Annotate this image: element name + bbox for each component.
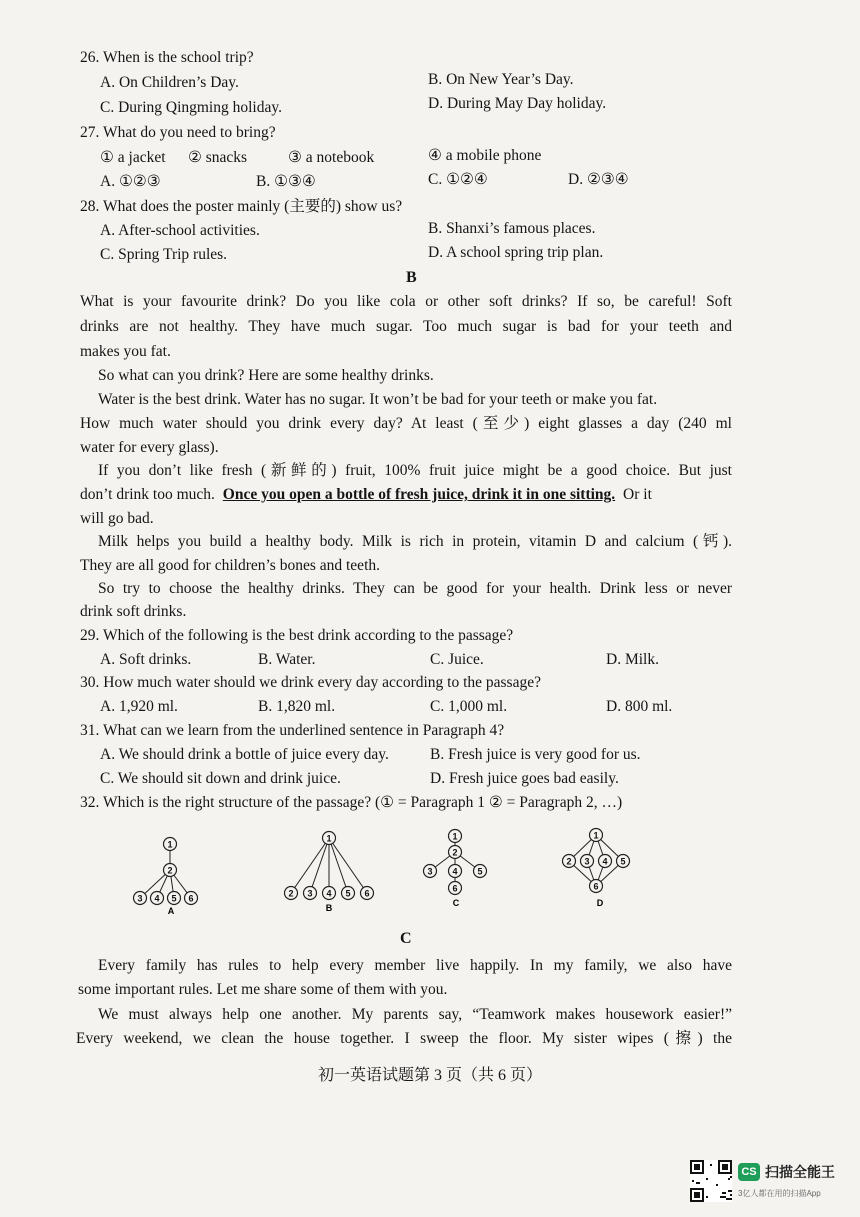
q29-option-d: D. Milk. [606, 651, 659, 668]
svg-text:4: 4 [452, 866, 458, 877]
diagram-connector [329, 838, 348, 893]
q31-option-b: B. Fresh juice is very good for us. [430, 746, 641, 763]
q29-stem: 29. Which of the following is the best drink according to the passage? [80, 627, 514, 644]
svg-text:4: 4 [154, 893, 160, 904]
q26-option-d: D. During May Day holiday. [428, 95, 607, 112]
svg-text:6: 6 [593, 881, 599, 892]
q32-stem: 32. Which is the right structure of the passage? (① = Paragraph 1 ② = Paragraph 2, …) [80, 794, 623, 811]
svg-text:6: 6 [364, 888, 370, 899]
q31-option-a: A. We should drink a bottle of juice every day. [100, 746, 389, 763]
passage-b-line: So try to choose the healthy drinks. They can be good for your health. Drink less or never [98, 580, 732, 597]
diagram-label-B: B [325, 903, 333, 913]
svg-text:4: 4 [326, 888, 332, 899]
paragraph-node-6 [449, 882, 462, 895]
passage-b-text: don’t drink too much. [80, 486, 215, 503]
q26-option-a: A. On Children’s Day. [100, 74, 239, 91]
scanner-app-name: 扫描全能王 [765, 1164, 835, 1180]
passage-b-line: makes you fat. [80, 343, 171, 360]
passage-b-line: drinks are not healthy. They have much sugar. Too much sugar is bad for your teeth and [80, 318, 732, 335]
paragraph-node-5 [342, 887, 355, 900]
svg-text:1: 1 [167, 839, 173, 850]
underlined-sentence: Once you open a bottle of fresh juice, drink it in one sitting. [222, 486, 616, 503]
paragraph-node-4 [449, 865, 462, 878]
q30-stem: 30. How much water should we drink every day according to the passage? [80, 674, 541, 691]
paragraph-node-6 [361, 887, 374, 900]
q29-option-a: A. Soft drinks. [100, 651, 192, 668]
svg-text:3: 3 [137, 893, 143, 904]
diagram-connector [310, 838, 329, 893]
paragraph-node-5 [617, 855, 630, 868]
passage-b-line: will go bad. [80, 510, 154, 527]
q27-item-2: ② snacks [188, 149, 248, 166]
q28-option-b: B. Shanxi’s famous places. [428, 220, 596, 237]
passage-c-line: We must always help one another. My parents say, “Teamwork makes housework easier!” [98, 1006, 732, 1023]
q31-option-d: D. Fresh juice goes bad easily. [430, 770, 619, 787]
q28-option-c: C. Spring Trip rules. [100, 246, 228, 263]
paragraph-node-1 [590, 829, 603, 842]
paragraph-node-1 [323, 832, 336, 845]
q27-option-c: C. ①②④ [428, 171, 488, 188]
passage-c-line: some important rules. Let me share some of them with you. [78, 981, 448, 998]
svg-text:5: 5 [477, 866, 483, 877]
paragraph-node-3 [134, 892, 147, 905]
passage-b-line: Water is the best drink. Water has no sugar. It won’t be bad for your teeth or make you fat. [98, 391, 658, 408]
svg-text:2: 2 [566, 856, 572, 867]
svg-text:5: 5 [620, 856, 626, 867]
diagram-label-D: D [596, 898, 604, 908]
q27-stem: 27. What do you need to bring? [80, 124, 276, 141]
page-footer: 初一英语试题第 3 页（共 6 页） [317, 1067, 542, 1084]
passage-b-line: water for every glass). [80, 439, 219, 456]
q27-item-4: ④ a mobile phone [428, 147, 542, 164]
passage-b-line: What is your favourite drink? Do you like cola or other soft drinks? If so, be careful! Soft [80, 293, 732, 310]
diagram-label-C: C [452, 898, 460, 908]
q27-option-b: B. ①③④ [256, 173, 316, 190]
paragraph-node-2 [164, 864, 177, 877]
paragraph-node-2 [563, 855, 576, 868]
paragraph-node-5 [168, 892, 181, 905]
diagram-connector [291, 838, 329, 893]
camscanner-logo-icon: CS [738, 1163, 760, 1181]
paragraph-node-4 [599, 855, 612, 868]
q27-option-d: D. ②③④ [568, 171, 629, 188]
svg-text:1: 1 [452, 831, 458, 842]
passage-c-line: Every family has rules to help every member live happily. In my family, we also have [98, 957, 732, 974]
q31-stem: 31. What can we learn from the underlined sentence in Paragraph 4? [80, 722, 505, 739]
paragraph-node-1 [449, 830, 462, 843]
qr-code-icon [690, 1160, 732, 1202]
paragraph-node-6 [185, 892, 198, 905]
paragraph-node-3 [581, 855, 594, 868]
q30-option-d: D. 800 ml. [606, 698, 673, 715]
q26-stem: 26. When is the school trip? [80, 49, 254, 66]
q26-option-c: C. During Qingming holiday. [100, 99, 282, 116]
diagram-connector [329, 838, 367, 893]
paragraph-node-2 [285, 887, 298, 900]
passage-b-line: drink soft drinks. [80, 603, 187, 620]
passage-b-line: So what can you drink? Here are some healthy drinks. [98, 367, 434, 384]
svg-text:1: 1 [326, 833, 332, 844]
paragraph-node-1 [164, 838, 177, 851]
svg-text:3: 3 [307, 888, 313, 899]
svg-text:5: 5 [345, 888, 351, 899]
q30-option-b: B. 1,820 ml. [258, 698, 336, 715]
svg-text:3: 3 [584, 856, 590, 867]
q28-option-d: D. A school spring trip plan. [428, 244, 604, 261]
paragraph-node-3 [424, 865, 437, 878]
q30-option-c: C. 1,000 ml. [430, 698, 508, 715]
svg-text:6: 6 [188, 893, 194, 904]
q27-item-1: ① a jacket [100, 149, 166, 166]
svg-text:6: 6 [452, 883, 458, 894]
passage-c-line: Every weekend, we clean the house together. I sweep the floor. My sister wipes (擦) the [76, 1030, 732, 1047]
diagram-label-A: A [167, 906, 175, 916]
svg-text:4: 4 [602, 856, 608, 867]
q31-option-c: C. We should sit down and drink juice. [100, 770, 341, 787]
paragraph-node-4 [151, 892, 164, 905]
q27-option-a: A. ①②③ [100, 173, 161, 190]
q27-item-3: ③ a notebook [288, 149, 375, 166]
passage-c-heading: C [400, 930, 412, 947]
passage-b-line: How much water should you drink every day? At least (至少) eight glasses a day (240 ml [80, 415, 732, 432]
scanner-tagline: 3亿人都在用的扫描App [738, 1189, 821, 1198]
q29-option-c: C. Juice. [430, 651, 484, 668]
passage-b-line: Milk helps you build a healthy body. Milk is rich in protein, vitamin D and calcium (钙). [98, 533, 732, 550]
passage-b-text: Or it [623, 486, 652, 503]
svg-text:1: 1 [593, 830, 599, 841]
q26-option-b: B. On New Year’s Day. [428, 71, 574, 88]
svg-text:2: 2 [452, 847, 458, 858]
svg-text:2: 2 [167, 865, 173, 876]
q30-option-a: A. 1,920 ml. [100, 698, 178, 715]
paragraph-node-2 [449, 846, 462, 859]
q28-option-a: A. After-school activities. [100, 222, 260, 239]
q29-option-b: B. Water. [258, 651, 316, 668]
svg-text:3: 3 [427, 866, 433, 877]
paragraph-node-6 [590, 880, 603, 893]
svg-text:5: 5 [171, 893, 177, 904]
passage-b-heading: B [406, 269, 417, 286]
q28-stem: 28. What does the poster mainly (主要的) show us? [80, 198, 403, 215]
svg-text:2: 2 [288, 888, 294, 899]
paragraph-node-3 [304, 887, 317, 900]
passage-b-line: They are all good for children’s bones and teeth. [80, 557, 380, 574]
passage-b-line: If you don’t like fresh (新鲜的) fruit, 100% fruit juice might be a good choice. But just [98, 462, 732, 479]
paragraph-node-5 [474, 865, 487, 878]
paragraph-node-4 [323, 887, 336, 900]
